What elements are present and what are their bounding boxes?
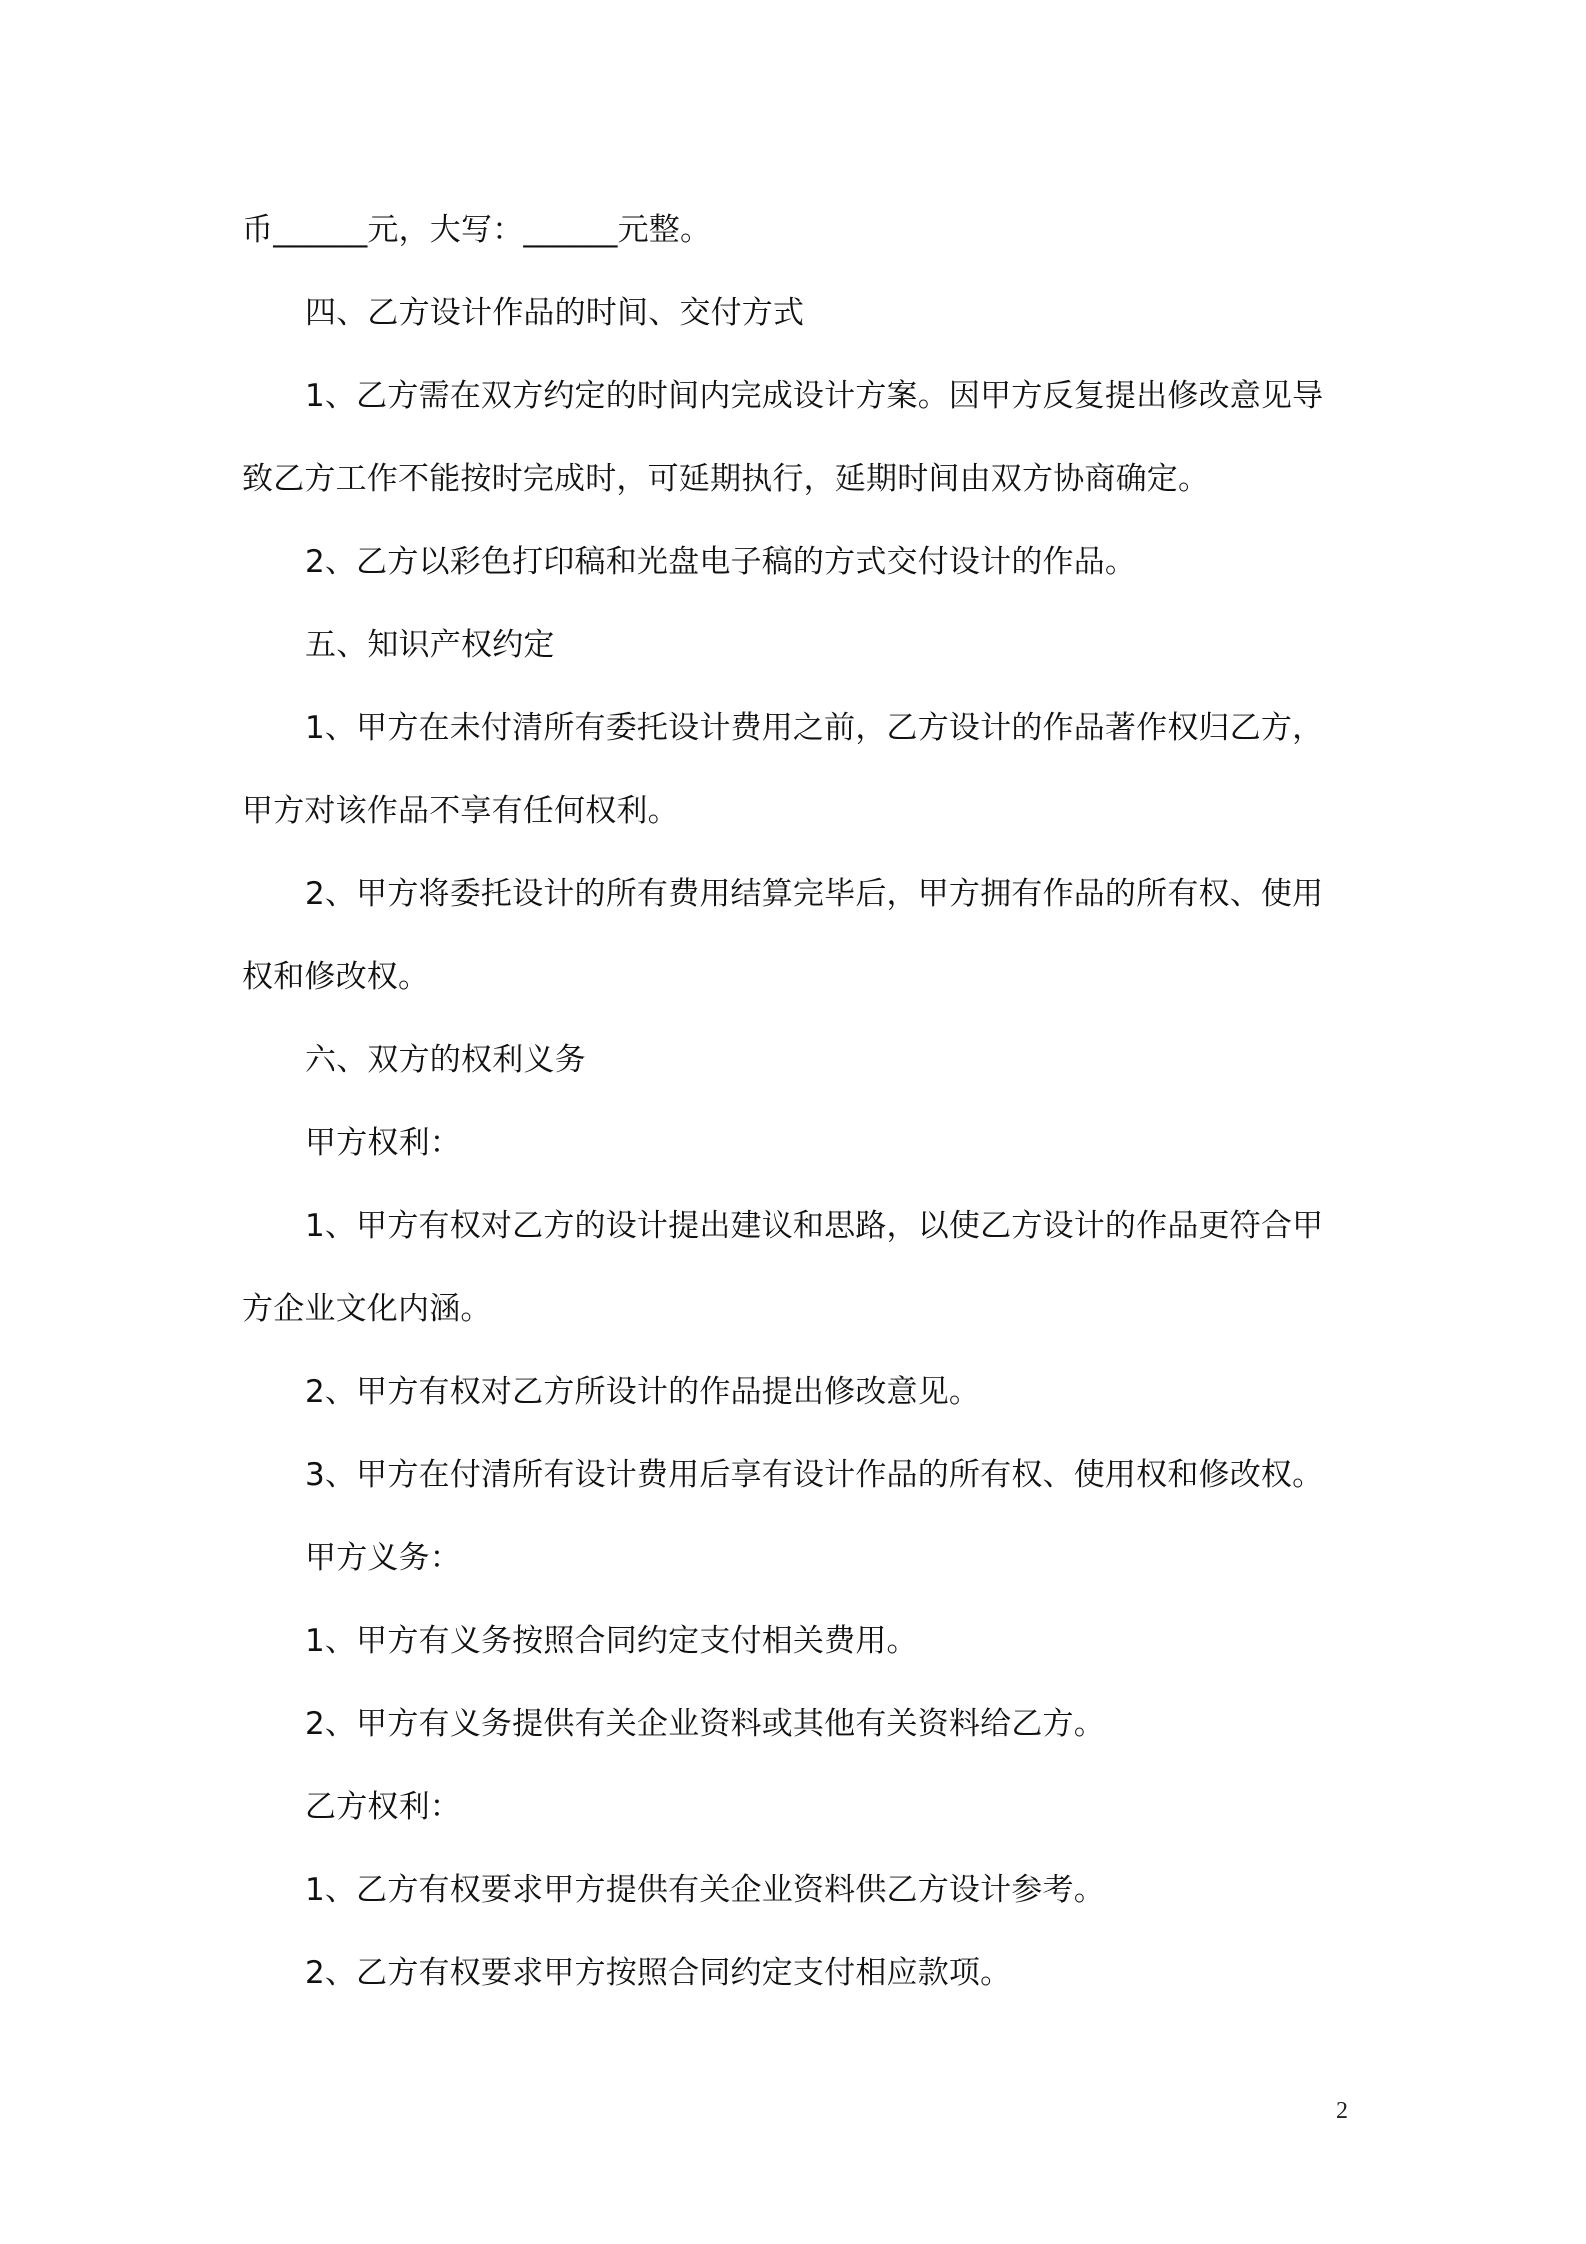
text-line: 方企业文化内涵。 xyxy=(242,1291,492,1327)
text-line-fee-amount: 币______元，大写：______元整。 xyxy=(242,212,712,248)
text-line: 1、乙方需在双方约定的时间内完成设计方案。因甲方反复提出修改意见导 xyxy=(305,378,1324,414)
page-number: 2 xyxy=(1336,2098,1348,2124)
text-line: 致乙方工作不能按时完成时，可延期执行，延期时间由双方协商确定。 xyxy=(242,461,1210,497)
text-line: 1、甲方在未付清所有委托设计费用之前，乙方设计的作品著作权归乙方， xyxy=(305,710,1324,746)
text-line: 甲方对该作品不享有任何权利。 xyxy=(242,793,679,829)
text-line: 1、乙方有权要求甲方提供有关企业资料供乙方设计参考。 xyxy=(305,1872,1105,1908)
text-line: 权和修改权。 xyxy=(242,959,430,995)
subheading-party-a-obligations: 甲方义务： xyxy=(305,1540,461,1576)
section-heading-delivery: 四、乙方设计作品的时间、交付方式 xyxy=(305,295,805,331)
subheading-party-a-rights: 甲方权利： xyxy=(305,1125,461,1161)
text-line: 2、乙方有权要求甲方按照合同约定支付相应款项。 xyxy=(305,1955,1012,1991)
text-line: 2、甲方将委托设计的所有费用结算完毕后，甲方拥有作品的所有权、使用 xyxy=(305,876,1324,912)
section-heading-rights-obligations: 六、双方的权利义务 xyxy=(305,1042,586,1078)
text-line: 2、甲方有义务提供有关企业资料或其他有关资料给乙方。 xyxy=(305,1706,1105,1742)
text-line: 1、甲方有权对乙方的设计提出建议和思路，以使乙方设计的作品更符合甲 xyxy=(305,1208,1324,1244)
text-line: 3、甲方在付清所有设计费用后享有设计作品的所有权、使用权和修改权。 xyxy=(305,1457,1324,1493)
text-line: 1、甲方有义务按照合同约定支付相关费用。 xyxy=(305,1623,918,1659)
section-heading-intellectual-property: 五、知识产权约定 xyxy=(305,627,555,663)
text-line: 2、乙方以彩色打印稿和光盘电子稿的方式交付设计的作品。 xyxy=(305,544,1137,580)
subheading-party-b-rights: 乙方权利： xyxy=(305,1789,461,1825)
text-line: 2、甲方有权对乙方所设计的作品提出修改意见。 xyxy=(305,1374,981,1410)
